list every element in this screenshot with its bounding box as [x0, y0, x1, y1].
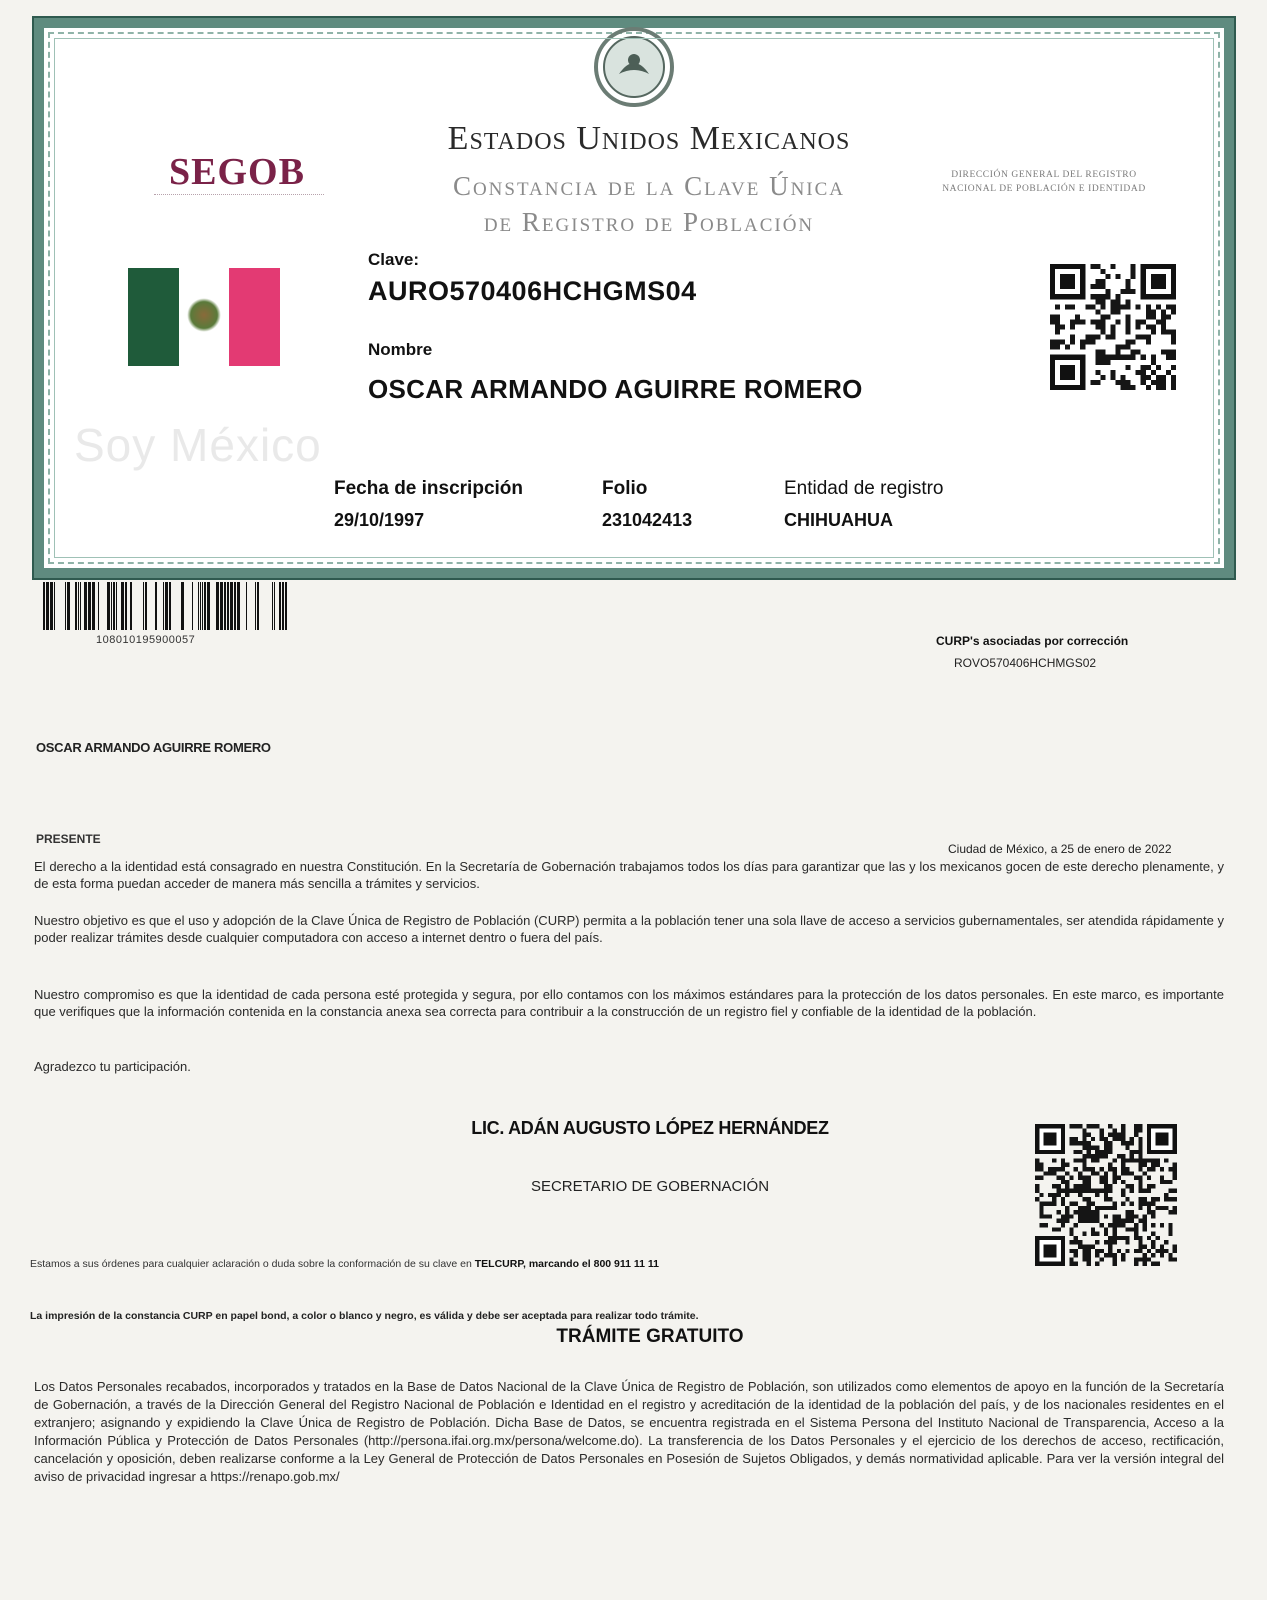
document-title-line2: de Registro de Población — [483, 207, 815, 237]
barcode-icon — [40, 582, 290, 630]
signer-title: SECRETARIO DE GOBERNACIÓN — [530, 1178, 770, 1195]
document-title — [364, 168, 934, 240]
fecha-value: 29/10/1997 — [334, 510, 425, 530]
letter-paragraph-3: Nuestro compromiso es que la identidad de cada persona esté protegida y segura, por ello contamos con los máximos estándares para la protección de los datos personales. En este marco, es importante que verifiques que la información contenida en la constancia anexa sea correcta para contribuir a la construcción de un registro fiel y confiable de la identidad de la población. — [34, 987, 1224, 1019]
mexico-flag-icon — [128, 268, 280, 366]
barcode-number: 108010195900057 — [96, 634, 196, 646]
entidad-value: CHIHUAHUA — [784, 510, 893, 530]
folio-label: Folio — [602, 478, 648, 499]
signer-name: LIC. ADÁN AUGUSTO LÓPEZ HERNÁNDEZ — [471, 1118, 829, 1138]
associated-curp-label: CURP's asociadas por corrección — [936, 634, 1129, 648]
coat-of-arms-icon — [589, 22, 679, 112]
associated-curp-value: ROVO570406HCHMGS02 — [954, 656, 1097, 670]
entidad-label: Entidad de registro — [784, 478, 944, 499]
letter-date: Ciudad de México, a 25 de enero de 2022 — [948, 842, 1172, 856]
letter-paragraph-2: Nuestro objetivo es que el uso y adopción de la Clave Única de Registro de Población (CURP) permita a la población tener una sola llave de acceso a servicios gubernamentales, ser atendida rápidamente y poder realizar trámites desde cualquier computadora con acceso a internet dentro o fuera del país. — [34, 913, 1224, 945]
folio-value: 231042413 — [602, 510, 693, 530]
telcurp-phone: TELCURP, marcando el 800 911 11 11 — [474, 1258, 660, 1270]
letter-presente: PRESENTE — [36, 832, 101, 846]
telcurp-text: Estamos a sus órdenes para cualquier aclaración o duda sobre la conformación de su clave en — [30, 1258, 472, 1270]
document-title-line1: Constancia de la Clave Única — [452, 171, 846, 201]
tramite-gratuito: TRÁMITE GRATUITO — [556, 1326, 744, 1347]
clave-value: AURO570406HCHGMS04 — [368, 276, 697, 306]
qr-code-icon — [1034, 1124, 1178, 1266]
certificate-frame — [34, 18, 1234, 578]
letter-addressee: OSCAR ARMANDO AGUIRRE ROMERO — [36, 740, 271, 755]
watermark: Soy México — [74, 419, 322, 471]
fecha-label: Fecha de inscripción — [334, 478, 523, 499]
clave-label: Clave: — [368, 250, 420, 269]
segob-underline — [154, 194, 324, 196]
letter-paragraph-1: El derecho a la identidad está consagrado en nuestra Constitución. En la Secretaría de Gobernación trabajamos todos los días para garantizar que las y los mexicanos gocen de este derecho plenamente, y de esta forma puedan acceder de manera más sencilla a trámites y servicios. — [34, 859, 1224, 891]
nombre-value: OSCAR ARMANDO AGUIRRE ROMERO — [368, 374, 863, 404]
qr-code-icon — [1046, 264, 1180, 390]
impresion-note: La impresión de la constancia CURP en papel bond, a color o blanco y negro, es válida y debe ser aceptada para realizar todo trámite. — [30, 1310, 699, 1322]
segob-logo: SEGOB — [169, 151, 305, 193]
telcurp-line — [30, 1258, 659, 1270]
privacy-notice: Los Datos Personales recabados, incorporados y tratados en la Base de Datos Nacional de la Clave Única de Registro de Población, son utilizados como elementos de apoyo en la función de la Secretaría de Gobernación, a través de la Dirección General del Registro Nacional de Población e Identidad en el registro y acreditación de la identidad de la población del país, y de los nacionales residentes en el extranjero; asignando y expidiendo la Clave Única de Registro de Población. Dicha Base de Datos, se encuentra registrada en el Sistema Persona del Instituto Nacional de Transparencia, Acceso a la Información Pública y Protección de Datos Personales (http://persona.ifai.org.mx/persona/welcome.do). La transferencia de los Datos Personales y el ejercicio de los derechos de acceso, rectificación, cancelación y oposición, deben realizarse conforme a la Ley General de Protección de Datos Personales en Posesión de Sujetos Obligados, y demás normatividad aplicable. Para ver la versión integral del aviso de privacidad ingresar a https://renapo.gob.mx/ — [34, 1379, 1224, 1484]
agency-right-text: DIRECCIÓN GENERAL DEL REGISTRO NACIONAL DE POBLACIÓN E IDENTIDAD — [942, 170, 1146, 194]
letter-paragraph-4: Agradezco tu participación. — [34, 1059, 191, 1074]
nombre-label: Nombre — [368, 340, 433, 359]
country-title: Estados Unidos Mexicanos — [447, 120, 851, 157]
